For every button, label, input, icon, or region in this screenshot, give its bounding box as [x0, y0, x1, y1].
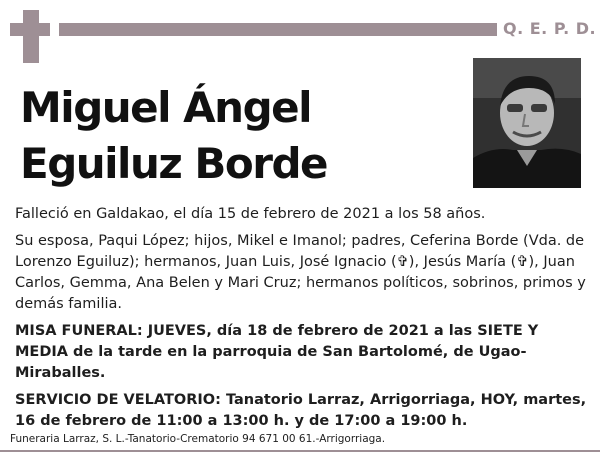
cross-icon-arm [10, 23, 50, 36]
obituary-body [15, 204, 587, 438]
deceased-photo [473, 58, 581, 188]
funeral-home-footer: Funeraria Larraz, S. L.-Tanatorio-Crematorio 94 671 00 61.-Arrigorriaga. [10, 433, 386, 445]
funeral-mass-info: MISA FUNERAL: JUEVES, día 18 de febrero de 2021 a las SIETE Y MEDIA de la tarde en la parroquia de San Bartolomé, de Ugao-Miraballes. [15, 323, 539, 381]
bottom-divider [0, 450, 600, 452]
deceased-name [20, 80, 327, 192]
portrait-image [473, 58, 581, 188]
header-divider [59, 23, 497, 36]
deceased-name-line2: Eguiluz Borde [20, 139, 328, 188]
cross-icon [23, 10, 39, 63]
qepd-label: Q. E. P. D. [503, 19, 597, 38]
wake-service-info: SERVICIO DE VELATORIO: Tanatorio Larraz, Arrigorriaga, HOY, martes, 16 de febrero de 11:00 a 13:00 h. y de 17:00 a 19:00 h. [15, 392, 587, 429]
family-list: Su esposa, Paqui López; hijos, Mikel e Imanol; padres, Ceferina Borde (Vda. de Lorenzo Eguiluz); hermanos, Juan Luis, José Ignacio (✞), Jesús María (✞), Juan Carlos, Gemma, Ana Belen y Mari Cruz; hermanos políticos, sobrinos, primos y demás familia. [15, 233, 586, 312]
death-notice: Falleció en Galdakao, el día 15 de febrero de 2021 a los 58 años. [15, 206, 486, 222]
deceased-name-line1: Miguel Ángel [20, 83, 312, 132]
